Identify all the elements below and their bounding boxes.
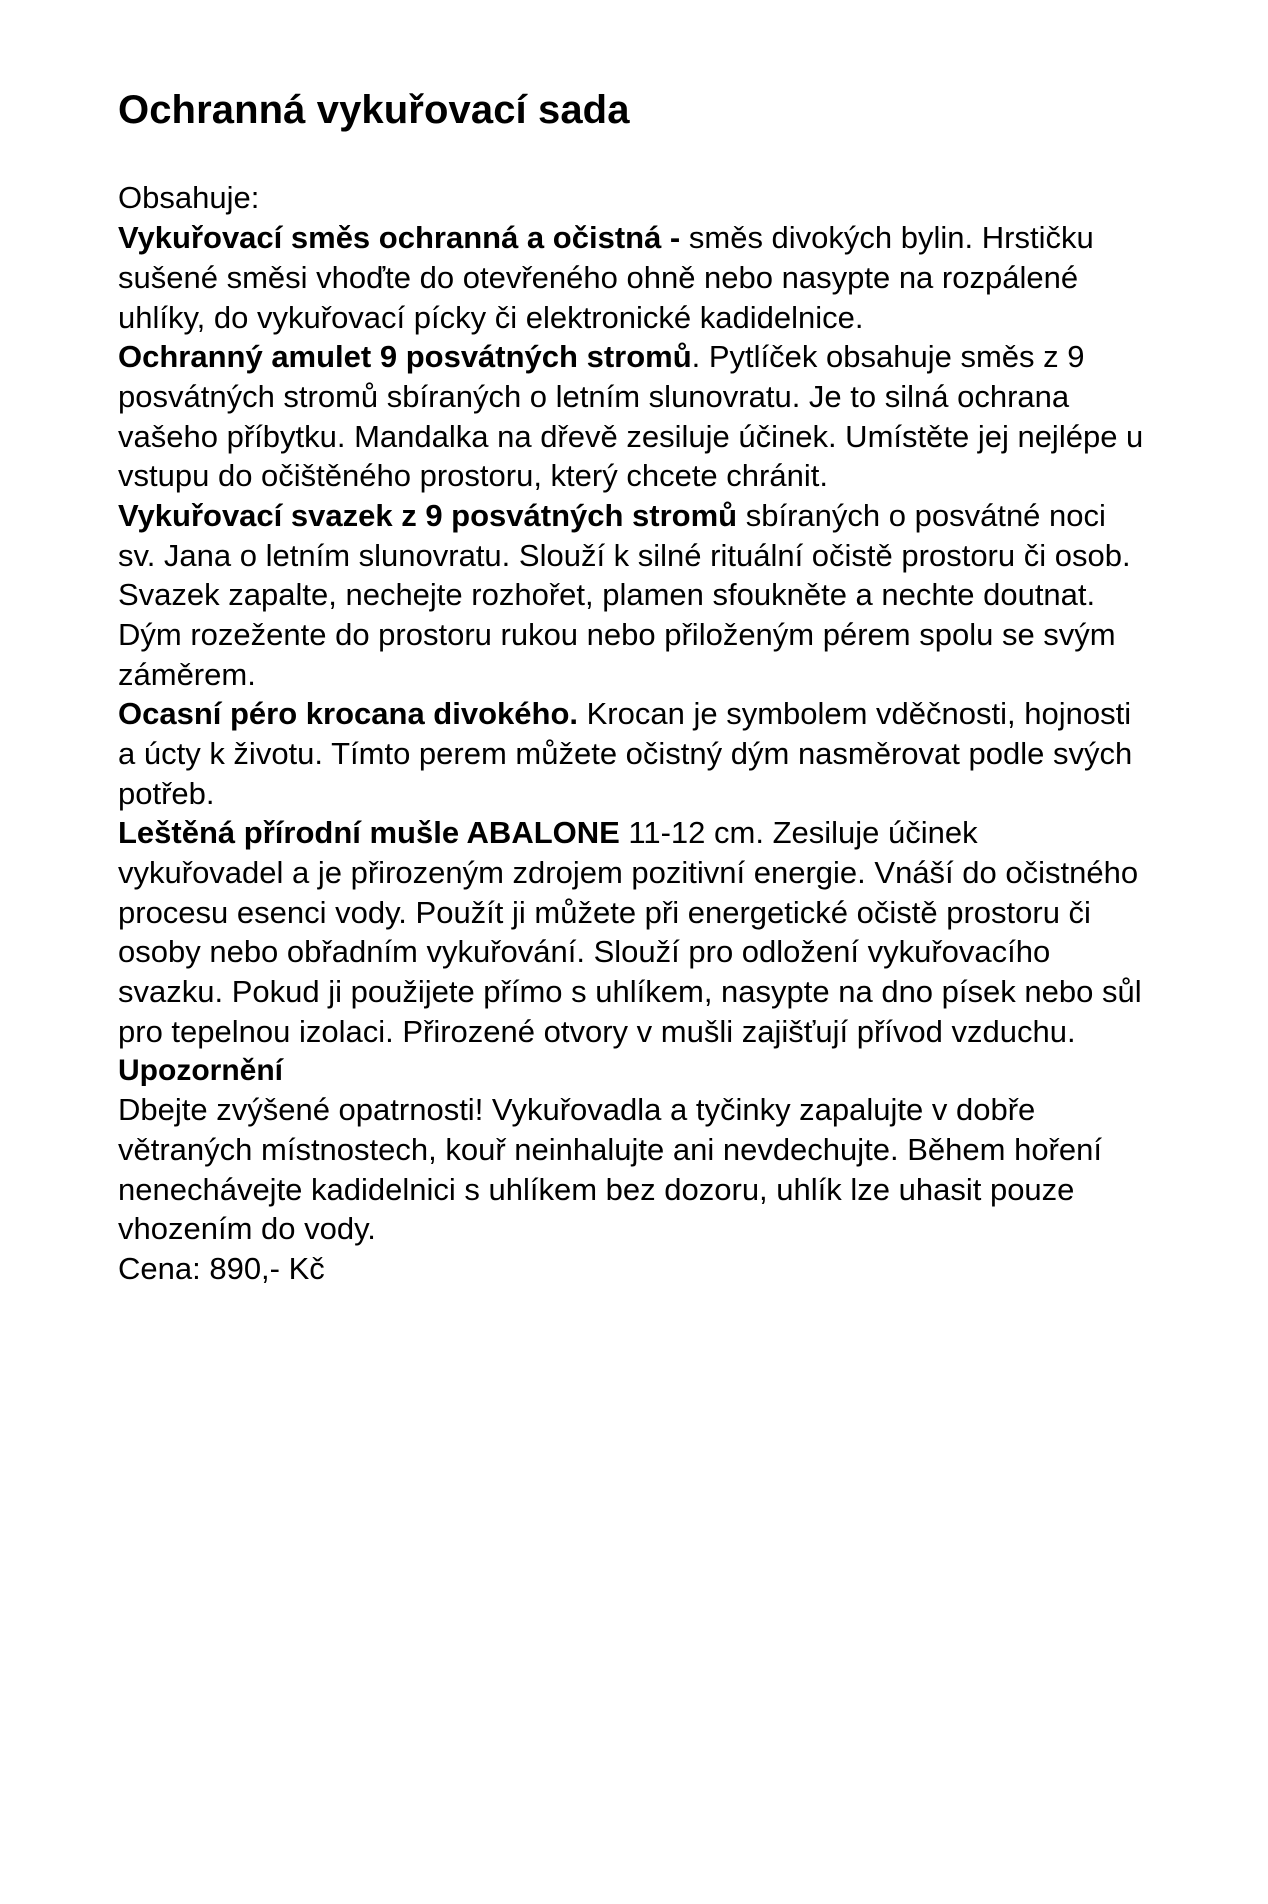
- section-body-ocasni-pero: Krocan je symbolem vděčnosti, hojnosti a úcty k životu. Tímto perem můžete očistný dým nasměrovat podle svých potřeb.: [118, 696, 1133, 811]
- section-vykurovaci-smes: [118, 218, 1150, 337]
- warning-heading: Upozornění: [118, 1054, 283, 1088]
- section-heading-musle-abalone: Leštěná přírodní mušle ABALONE: [118, 815, 620, 851]
- page-title: Ochranná vykuřovací sada: [118, 88, 630, 132]
- section-body-vykurovaci-svazek: sbíraných o posvátné noci sv. Jana o letním slunovratu. Slouží k silné rituální očistě prostoru či osob. Svazek zapalte, nechejte rozhořet, plamen sfoukněte a nechte doutnat. Dým rozežente do prostoru rukou nebo přiloženým pérem spolu se svým záměrem.: [118, 498, 1131, 692]
- contents-label: Obsahuje:: [118, 180, 260, 215]
- section-ochranny-amulet: [118, 337, 1150, 496]
- price-label: Cena: 890,- Kč: [118, 1251, 325, 1287]
- warning-body: Dbejte zvýšené opatrnosti! Vykuřovadla a tyčinky zapalujte v dobře větraných místnostech, kouř neinhalujte ani nevdechujte. Během hoření nenechávejte kadidelnici s uhlíkem bez dozoru, uhlík lze uhasit pouze vhozením do vody.: [118, 1092, 1102, 1247]
- section-vykurovaci-svazek: [118, 496, 1150, 694]
- section-heading-ochranny-amulet: Ochranný amulet 9 posvátných stromů: [118, 339, 692, 375]
- section-body-ochranny-amulet: . Pytlíček obsahuje směs z 9 posvátných stromů sbíraných o letním slunovratu. Je to silná ochrana vašeho příbytku. Mandalka na dřevě zesiluje účinek. Umístěte jej nejlépe u vstupu do očištěného prostoru, který chcete chránit.: [118, 339, 1144, 494]
- section-heading-vykurovaci-svazek: Vykuřovací svazek z 9 posvátných stromů: [118, 498, 738, 533]
- section-musle-abalone: [118, 813, 1150, 1051]
- section-heading-ocasni-pero: Ocasní péro krocana divokého.: [118, 696, 578, 732]
- section-heading-vykurovaci-smes: Vykuřovací směs ochranná a očistná -: [118, 220, 681, 256]
- section-body-vykurovaci-smes: směs divokých bylin. Hrstičku sušené směsi vhoďte do otevřeného ohně nebo nasypte na rozpálené uhlíky, do vykuřovací pícky či elektronické kadidelnice.: [118, 220, 1094, 335]
- section-ocasni-pero: [118, 694, 1150, 813]
- section-body-musle-abalone: 11-12 cm. Zesiluje účinek vykuřovadel a je přirozeným zdrojem pozitivní energie. Vnáší do očistného procesu esenci vody. Použít ji můžete při energetické očistě prostoru či osoby nebo obřadním vykuřování. Slouží pro odložení vykuřovacího svazku. Pokud ji použijete přímo s uhlíkem, nasypte na dno písek nebo sůl pro tepelnou izolaci. Přirozené otvory v mušli zajišťují přívod vzduchu.: [118, 815, 1142, 1049]
